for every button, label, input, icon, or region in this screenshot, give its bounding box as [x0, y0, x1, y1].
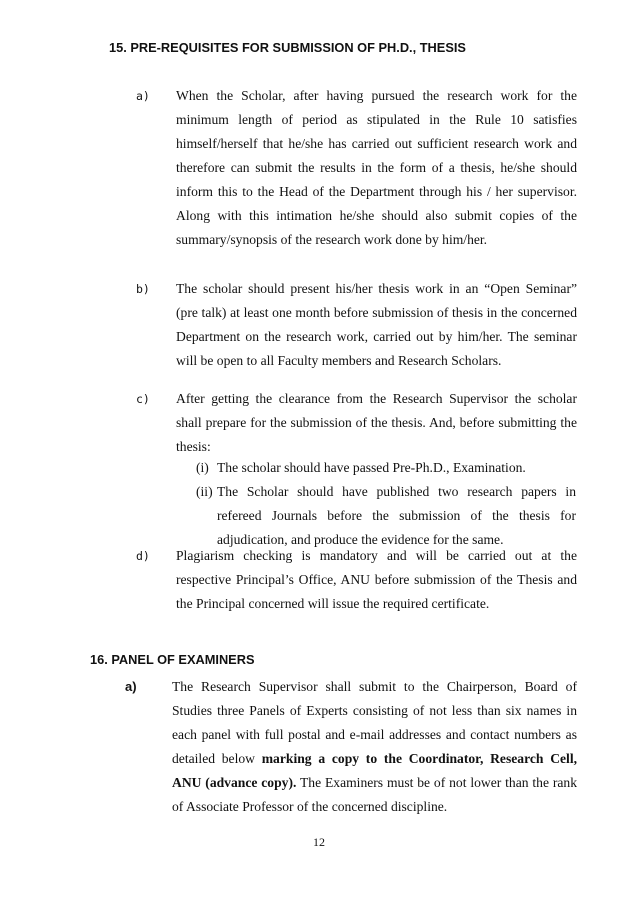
item-text	[172, 675, 577, 819]
page-number: 12	[313, 835, 325, 849]
sub-item-text: The scholar should have passed Pre-Ph.D., Examination.	[217, 460, 526, 475]
item-text-plain-end: The Examiners must be of not lower than the rank of Associate Professor of the concerned discipline.	[172, 775, 577, 814]
sub-item-ii	[196, 480, 576, 552]
item-label: d)	[136, 549, 150, 563]
item-text: When the Scholar, after having pursued the research work for the minimum length of period as stipulated in the Rule 10 satisfies himself/herself that he/she has carried out sufficient research work and therefore can submit the results in the form of a thesis, he/she should inform this to the Head of the Department through his / her supervisor. Along with this intimation he/she should also submit copies of the summary/synopsis of the research work done by him/her.	[176, 88, 577, 247]
item-label: b)	[136, 282, 150, 296]
sub-item-number: (ii)	[196, 484, 213, 499]
sub-item-text: The Scholar should have published two research papers in refereed Journals before the submission of the thesis for adjudication, and produce the evidence for the same.	[217, 484, 576, 547]
sub-item-number: (i)	[196, 460, 209, 475]
item-text: Plagiarism checking is mandatory and will be carried out at the respective Principal’s Office, ANU before submission of the Thesis and the Principal concerned will issue the required certificate.	[176, 548, 577, 611]
section-16-heading: 16. PANEL OF EXAMINERS	[90, 652, 255, 667]
item-text-bold: marking a copy to the Coordinator, Research Cell, ANU (advance copy).	[172, 751, 577, 790]
item-text-plain: The Research Supervisor shall submit to the Chairperson, Board of Studies three Panels of Experts consisting of not less than six names in each panel with full postal and e-mail addresses and contact numbers as detailed below	[172, 679, 577, 766]
item-text: The scholar should present his/her thesis work in an “Open Seminar” (pre talk) at least one month before submission of thesis in the concerned Department on the research work, carried out by him/her. The seminar will be open to all Faculty members and Research Scholars.	[176, 281, 577, 368]
item-label: a)	[136, 89, 150, 103]
item-text: After getting the clearance from the Research Supervisor the scholar shall prepare for the submission of the thesis. And, before submitting the thesis:	[176, 391, 577, 454]
sub-item-i	[196, 456, 576, 480]
item-label: a)	[125, 679, 137, 694]
section-15-heading: 15. PRE-REQUISITES FOR SUBMISSION OF PH.D., THESIS	[109, 40, 466, 55]
item-label: c)	[136, 392, 150, 406]
